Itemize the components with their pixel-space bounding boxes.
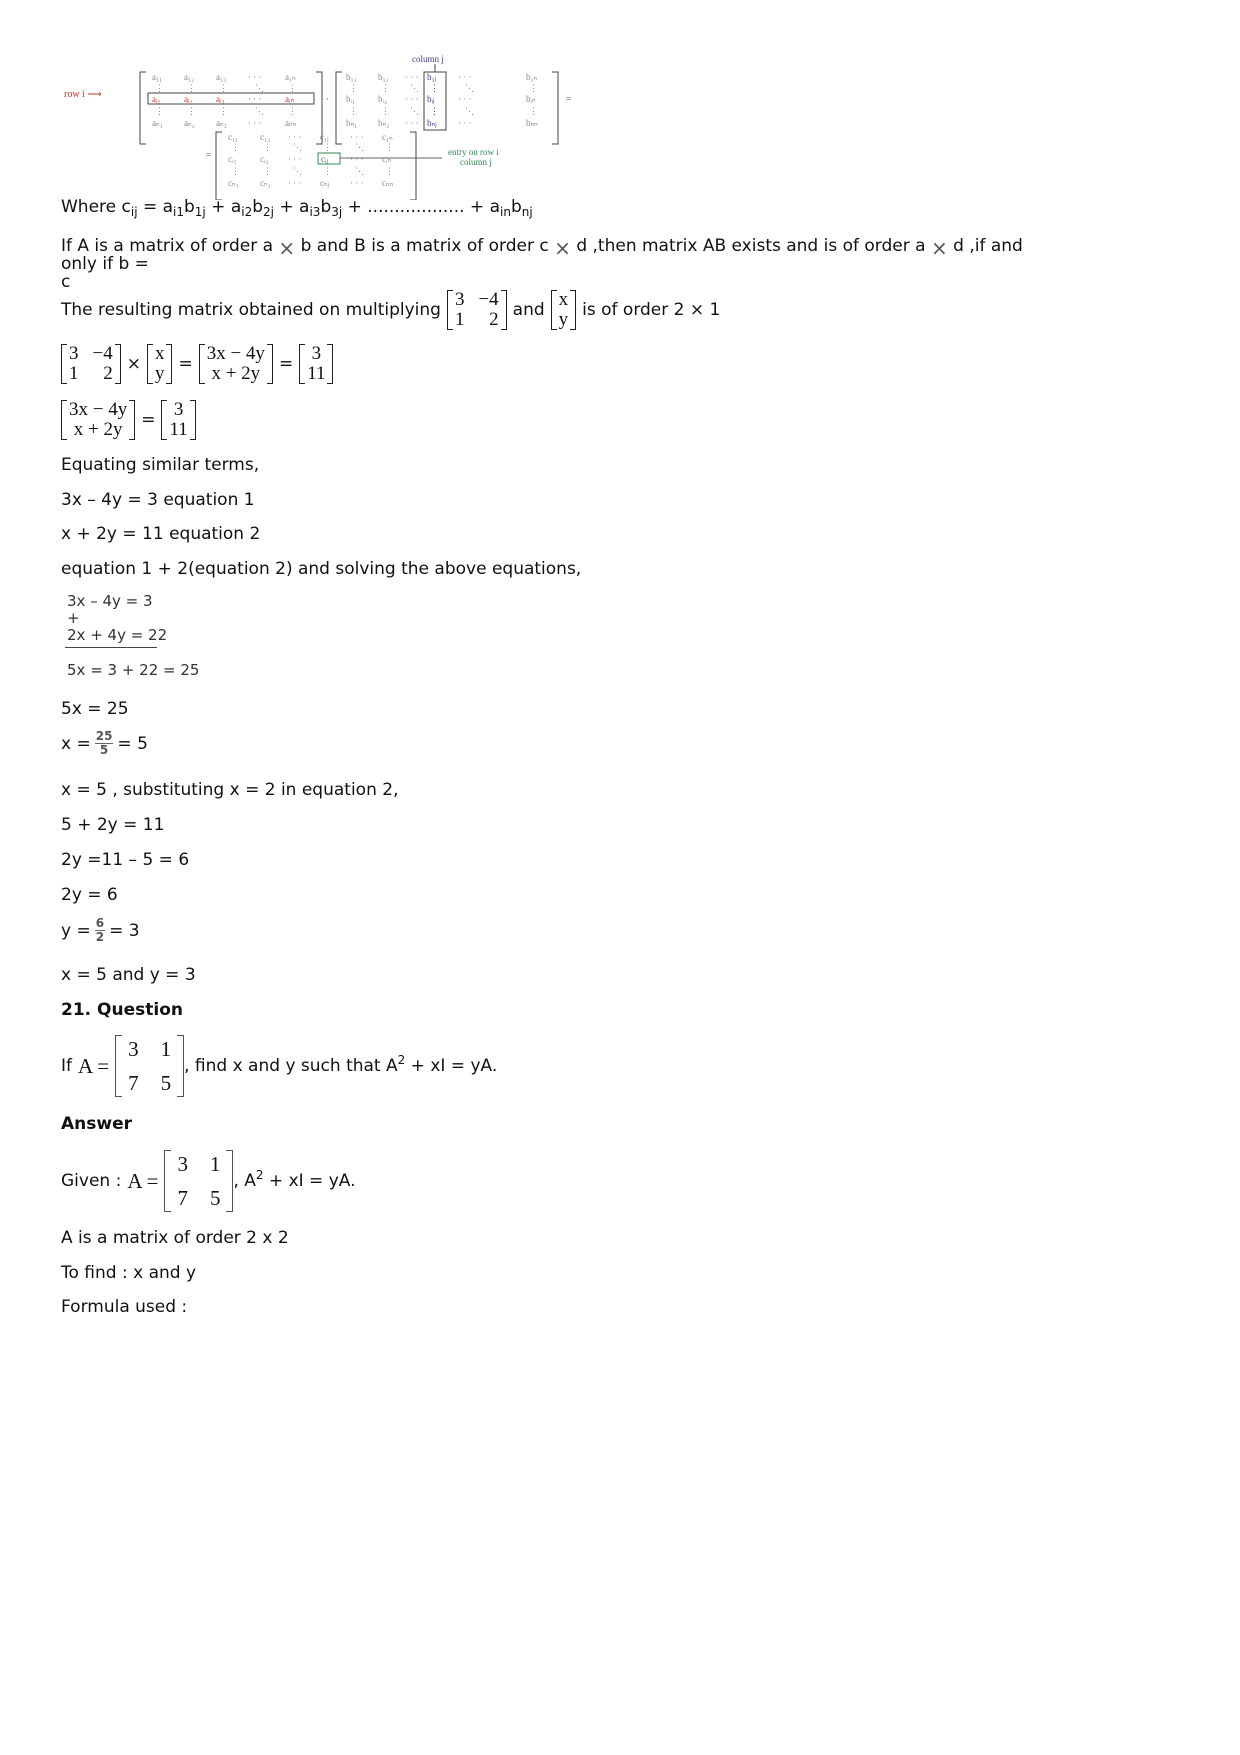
times-icon: × [554,236,571,260]
addition-block: 3x – 4y = 3 + 2x + 4y = 22 5x = 3 + 22 = 25 [67,592,200,679]
times-icon: × [278,236,296,260]
svg-text:⋮: ⋮ [323,166,332,176]
svg-text:⋱: ⋱ [410,106,419,116]
x-fraction-line: x = $\frac{25}{5}$ = 5 [61,729,148,757]
svg-text:cₙₙ: cₙₙ [382,178,394,188]
svg-text:aᵢₙ: aᵢₙ [285,94,295,104]
svg-text:bᵢₙ: bᵢₙ [526,94,536,104]
method-text: equation 1 + 2(equation 2) and solving the above equations, [61,559,582,579]
svg-text:c₁ⱼ: c₁ⱼ [320,132,329,142]
svg-text:⋱: ⋱ [293,142,302,152]
svg-text:b₁₂: b₁₂ [378,72,389,82]
svg-text:⋮: ⋮ [263,142,272,152]
order-text: A is a matrix of order 2 x 2 [61,1228,289,1248]
step-2: 2y =11 – 5 = 6 [61,850,190,870]
svg-text:cᵢ₂: cᵢ₂ [260,154,269,164]
svg-text:bᵢ₁: bᵢ₁ [346,94,356,104]
svg-text:· · ·: · · · [458,118,472,128]
svg-text:· · ·: · · · [458,94,472,104]
svg-text:cᵢⱼ: cᵢⱼ [321,154,329,164]
svg-text:aₙ₃: aₙ₃ [216,118,227,128]
svg-text:⋱: ⋱ [255,106,264,116]
svg-text:· · ·: · · · [248,94,262,104]
matrix-multiplication-figure [60,50,620,200]
y-fraction-line: y = $\frac{6}{2}$ = 3 [61,916,140,944]
svg-text:cₙ₂: cₙ₂ [260,178,271,188]
svg-text:⋮: ⋮ [385,166,394,176]
svg-text:· · ·: · · · [248,72,262,82]
svg-text:⋱: ⋱ [355,166,364,176]
svg-text:⋮: ⋮ [219,83,228,93]
question-text: If A = 3 1 7 5 , find x and y such that $A^2$ + xI = yA. [61,1037,498,1095]
svg-text:bₙₙ: bₙₙ [526,118,538,128]
order-rule-text: If A is a matrix of order a × b and B is a matrix of order c × d ,then matrix AB exists and is of order a × d ,if and only if b = c [61,236,1023,292]
svg-text:bₙ₁: bₙ₁ [346,118,358,128]
svg-text:cᵢₙ: cᵢₙ [382,154,392,164]
svg-text:=: = [206,150,212,160]
svg-text:⋮: ⋮ [288,83,297,93]
svg-text:⋮: ⋮ [288,106,297,116]
final-answer: x = 5 and y = 3 [61,965,196,985]
svg-text:⋮: ⋮ [155,83,164,93]
svg-text:⋮: ⋮ [529,83,538,93]
step-3: 2y = 6 [61,885,118,905]
svg-text:b₁₁: b₁₁ [346,72,357,82]
svg-text:⋮: ⋮ [231,142,240,152]
svg-text:· · ·: · · · [350,154,364,164]
svg-text:c₁₂: c₁₂ [260,132,271,142]
svg-text:column j: column j [460,157,492,167]
svg-text:· · ·: · · · [405,94,419,104]
svg-text:⋮: ⋮ [381,83,390,93]
matrix-A: 3 1 7 5 [164,1150,233,1212]
svg-text:⋮: ⋮ [385,142,394,152]
svg-text:⋮: ⋮ [323,142,332,152]
svg-text:⋱: ⋱ [355,142,364,152]
svg-text:bᵢ₂: bᵢ₂ [378,94,388,104]
matrix-A: 3 1 7 5 [115,1035,184,1097]
svg-text:·: · [326,94,329,104]
fraction: $\frac{6}{2}$ [95,916,105,944]
svg-text:⋮: ⋮ [349,106,358,116]
formula-used-text: Formula used : [61,1297,188,1317]
equation-2: x + 2y = 11 equation 2 [61,524,261,544]
svg-text:aᵢ₃: aᵢ₃ [216,94,225,104]
svg-text:· · ·: · · · [458,72,472,82]
svg-text:c₁₁: c₁₁ [228,132,239,142]
svg-text:⋱: ⋱ [465,83,474,93]
svg-text:⋮: ⋮ [187,83,196,93]
question-title: 21. Question [61,1000,183,1020]
svg-text:⋮: ⋮ [529,106,538,116]
matrix-M: 3 −4 1 2 [447,290,507,330]
svg-text:⋱: ⋱ [255,83,264,93]
svg-text:=: = [566,94,572,104]
svg-text:· · ·: · · · [350,178,364,188]
sum-divider [65,647,157,648]
svg-text:aₙ₁: aₙ₁ [152,118,163,128]
svg-text:⋮: ⋮ [430,106,439,116]
svg-text:⋱: ⋱ [410,83,419,93]
svg-text:aᵢ₂: aᵢ₂ [184,94,193,104]
svg-text:⋮: ⋮ [381,106,390,116]
svg-text:aₙ₂: aₙ₂ [184,118,195,128]
svg-text:cₙ₁: cₙ₁ [228,178,239,188]
svg-text:cₙⱼ: cₙⱼ [320,178,330,188]
column-j-label: column j [412,54,444,64]
product-equation: 3 −4 1 2 × x y = 3x − 4y x + 2y = 3 11 [61,344,333,384]
svg-text:a₁₃: a₁₃ [216,72,227,82]
svg-text:bₙ₂: bₙ₂ [378,118,390,128]
svg-text:bᵢⱼ: bᵢⱼ [427,94,435,104]
svg-text:⋮: ⋮ [263,166,272,176]
svg-text:⋮: ⋮ [430,83,439,93]
svg-text:a₁₁: a₁₁ [152,72,163,82]
svg-text:⋮: ⋮ [349,83,358,93]
times-icon: × [930,236,948,260]
row-i-label: row i ⟶ [64,89,102,100]
equating-text: Equating similar terms, [61,455,260,475]
svg-text:bₙⱼ: bₙⱼ [427,118,437,128]
svg-text:⋱: ⋱ [465,106,474,116]
svg-text:⋱: ⋱ [293,166,302,176]
substituting-line: x = 5 , substituting x = 2 in equation 2, [61,780,399,800]
svg-text:cᵢ₁: cᵢ₁ [228,154,237,164]
answer-title: Answer [61,1114,132,1134]
step-1: 5 + 2y = 11 [61,815,165,835]
svg-text:⋮: ⋮ [219,106,228,116]
svg-text:c₁ₙ: c₁ₙ [382,132,393,142]
given-line: Given : A = 3 1 7 5 , $A^2$ + xI = yA. [61,1152,356,1210]
entry-label: entry on row i [448,147,499,157]
equation-1: 3x – 4y = 3 equation 1 [61,490,255,510]
svg-text:a₁ₙ: a₁ₙ [285,72,296,82]
svg-text:b₁ⱼ: b₁ⱼ [427,72,437,82]
svg-text:· · ·: · · · [288,132,302,142]
cij-formula: Where $c_{ij} = a_{i1}b_{1j} + a_{i2}b_{2j} + a_{i3}b_{3j}$ + .................. + $a_{in}b_{nj}$ [61,197,533,219]
svg-text:· · ·: · · · [350,132,364,142]
svg-text:aₙₙ: aₙₙ [285,118,297,128]
svg-text:· · ·: · · · [405,118,419,128]
svg-text:⋮: ⋮ [231,166,240,176]
svg-text:⋮: ⋮ [155,106,164,116]
svg-text:b₁ₙ: b₁ₙ [526,72,538,82]
svg-text:· · ·: · · · [288,154,302,164]
five-x-line: 5x = 25 [61,699,129,719]
resulting-order-line: The resulting matrix obtained on multiplying 3 −4 1 2 and x y is of order 2 × 1 [61,289,721,330]
svg-text:a₁₂: a₁₂ [184,72,195,82]
fraction: $\frac{25}{5}$ [95,729,113,757]
svg-text:⋮: ⋮ [187,106,196,116]
matrix-X: x y [551,290,577,330]
svg-text:· · ·: · · · [405,72,419,82]
svg-text:· · ·: · · · [288,178,302,188]
to-find-text: To find : x and y [61,1263,197,1283]
svg-text:aᵢ₁: aᵢ₁ [152,94,161,104]
equated-matrices: 3x − 4y x + 2y = 3 11 [61,400,196,440]
svg-text:· · ·: · · · [248,118,262,128]
